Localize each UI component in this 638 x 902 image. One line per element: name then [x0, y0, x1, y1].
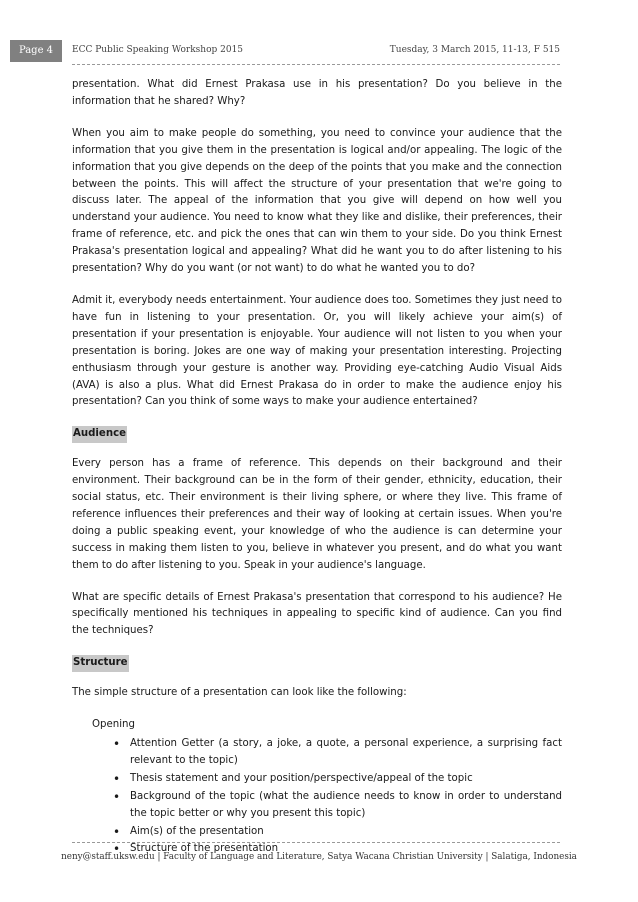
- list-item: • Thesis statement and your position/perspective/appeal of the topic: [130, 771, 562, 788]
- opening-bullet-list: [72, 736, 562, 858]
- paragraph-logic-appeal: When you aim to make people do something, you need to convince your audience that the information that you give them in the presentation is logical and/or appealing. The logic of the information that you give depends on the deep of the points that you make and the connection between the points. This will affect the structure of your presentation that we're going to discuss later. The appeal of the information that you give will depend on how well you understand your audience. You need to know what they like and dislike, their preferences, their frame of reference, etc. and pick the ones that can win them to your side. Do you think Ernest Prakasa's presentation logical and appealing? What did he want you to do after listening to his presentation? Why do you want (or not want) to do what he wanted you to do?: [72, 127, 562, 275]
- header-date: Tuesday, 3 March 2015, 11-13, F 515: [389, 45, 560, 55]
- paragraph-audience: Every person has a frame of reference. This depends on their background and their environment. Their background can be in the form of their gender, ethnicity, education, their social status, etc. Their environment is their living sphere, or where they live. This frame of reference influences their preferences and their way of looking at certain issues. When you're doing a public speaking event, your knowledge of who the audience is can determine your success in making them listen to you, believe in whatever you present, and do what you want them to do after listening to you. Speak in your audience's language.: [72, 458, 562, 571]
- header-workshop-title: ECC Public Speaking Workshop 2015: [72, 45, 244, 55]
- section-heading-structure: Structure: [72, 655, 129, 672]
- list-item: • Structure of the presentation: [130, 841, 562, 858]
- page-number-tab: Page 4: [10, 40, 62, 62]
- paragraph-structure-intro: The simple structure of a presentation can look like the following:: [72, 687, 407, 699]
- opening-label: Opening: [92, 719, 135, 731]
- list-item: • Background of the topic (what the audience needs to know in order to understand the topic better or why you present this topic): [130, 789, 562, 823]
- list-item: • Aim(s) of the presentation: [130, 824, 562, 841]
- document-body: [72, 77, 562, 859]
- footer-divider: [72, 842, 560, 843]
- page-footer: neny@staff.uksw.edu | Faculty of Language and Literature, Satya Wacana Christian University | Salatiga, Indonesia: [61, 852, 577, 862]
- list-item: • Attention Getter (a story, a joke, a quote, a personal experience, a surprising fact relevant to the topic): [130, 736, 562, 770]
- paragraph-1: presentation. What did Ernest Prakasa use in his presentation? Do you believe in the information that he shared? Why?: [72, 79, 562, 107]
- page-header: [0, 40, 638, 64]
- paragraph-entertainment: Admit it, everybody needs entertainment. Your audience does too. Sometimes they just need to have fun in listening to your presentation. Or, you will likely achieve your aim(s) of presentation if your presentation is enjoyable. Your audience will not listen to you when your presentation is boring. Jokes are one way of making your presentation interesting. Projecting enthusiasm through your gesture is another way. Providing eye-catching Audio Visual Aids (AVA) is also a plus. What did Ernest Prakasa do in order to make the audience enjoy his presentation? Can you think of some ways to make your audience entertained?: [72, 294, 562, 408]
- header-divider: [72, 64, 560, 65]
- paragraph-audience-question: What are specific details of Ernest Prakasa's presentation that correspond to his audience? He specifically mentioned his techniques in appealing to specific kind of audience. Can you find the techniques?: [72, 591, 562, 637]
- section-heading-audience: Audience: [72, 426, 127, 443]
